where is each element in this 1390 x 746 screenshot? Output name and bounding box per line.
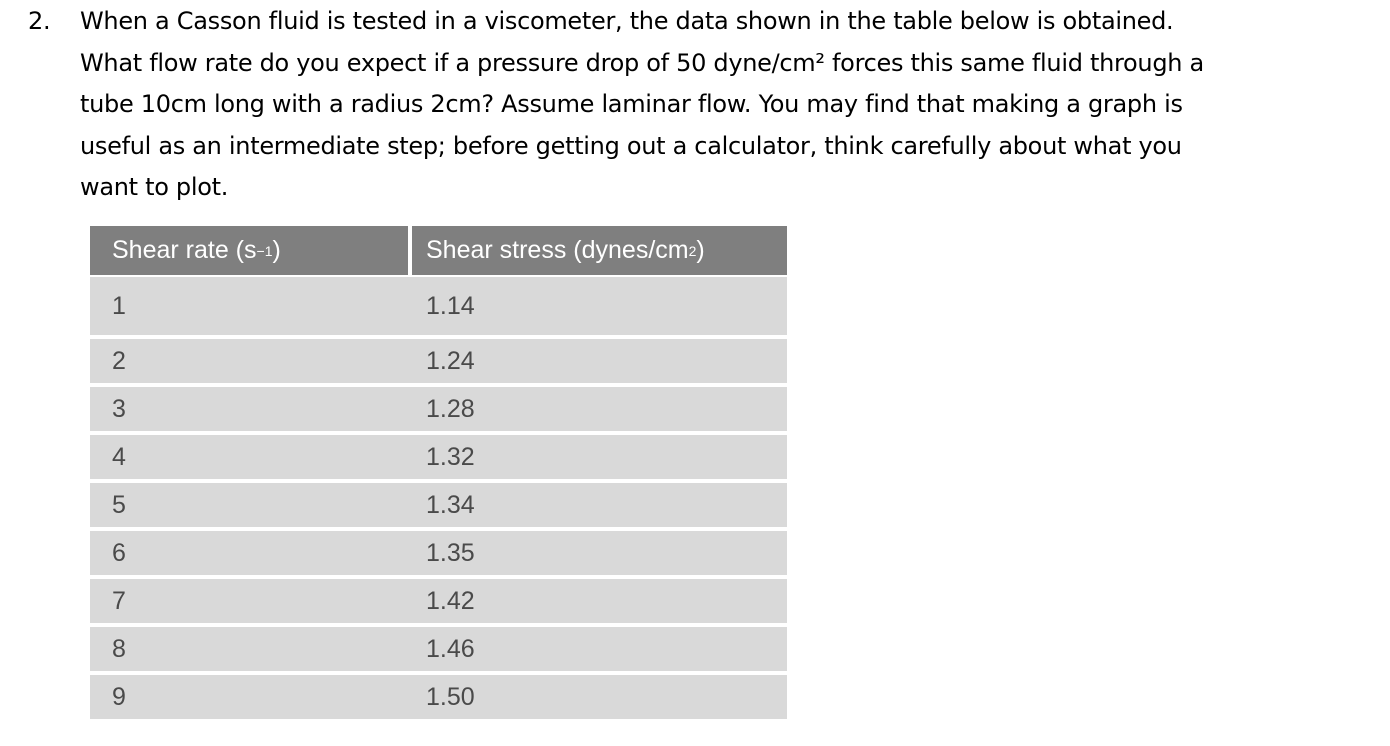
table-row — [90, 579, 787, 623]
table-row — [90, 339, 787, 383]
table-row — [90, 483, 787, 527]
problem-text — [80, 1, 1340, 209]
cell-shear-stress: 1.34 — [426, 490, 475, 519]
cell-shear-rate: 8 — [112, 634, 126, 663]
cell-shear-stress: 1.46 — [426, 634, 475, 663]
header-shear-rate: Shear rate (s −1 ) — [112, 236, 281, 264]
cell-shear-rate: 1 — [112, 291, 126, 320]
table-row — [90, 435, 787, 479]
cell-shear-stress: 1.24 — [426, 346, 475, 375]
table-row — [90, 277, 787, 335]
cell-shear-stress: 1.50 — [426, 682, 475, 711]
header-shear-rate-text: Shear rate (s — [112, 236, 257, 264]
problem-line: tube 10cm long with a radius 2cm? Assume laminar flow. You may find that making a graph is — [80, 90, 1183, 118]
cell-shear-rate: 9 — [112, 682, 126, 711]
cell-shear-stress: 1.28 — [426, 394, 475, 423]
problem-number: 2. — [28, 7, 51, 35]
problem-line: When a Casson fluid is tested in a viscometer, the data shown in the table below is obtained. — [80, 7, 1174, 35]
table-row — [90, 627, 787, 671]
cell-shear-stress: 1.42 — [426, 586, 475, 615]
problem-line: What flow rate do you expect if a pressure drop of 50 dyne/cm² forces this same fluid through a — [80, 48, 1204, 77]
cell-shear-rate: 2 — [112, 346, 126, 375]
problem-statement — [28, 1, 1378, 209]
problem-line: want to plot. — [80, 173, 229, 201]
cell-shear-rate: 6 — [112, 538, 126, 567]
table-row — [90, 675, 787, 719]
cell-shear-stress: 1.32 — [426, 442, 475, 471]
problem-line: useful as an intermediate step; before getting out a calculator, think carefully about what you — [80, 131, 1182, 160]
cell-shear-rate: 4 — [112, 442, 126, 471]
data-table — [90, 226, 787, 719]
cell-shear-stress: 1.14 — [426, 291, 475, 320]
header-shear-stress-close: ) — [696, 236, 705, 264]
cell-shear-rate: 5 — [112, 490, 126, 519]
cell-shear-rate: 7 — [112, 586, 126, 615]
cell-shear-rate: 3 — [112, 394, 126, 423]
cell-shear-stress: 1.35 — [426, 538, 475, 567]
table-row — [90, 387, 787, 431]
header-shear-rate-close: ) — [272, 236, 281, 264]
header-shear-stress: Shear stress (dynes/cm 2 ) — [426, 236, 705, 264]
header-shear-stress-text: Shear stress (dynes/cm — [426, 236, 689, 264]
table-row — [90, 531, 787, 575]
table-header — [90, 226, 787, 275]
